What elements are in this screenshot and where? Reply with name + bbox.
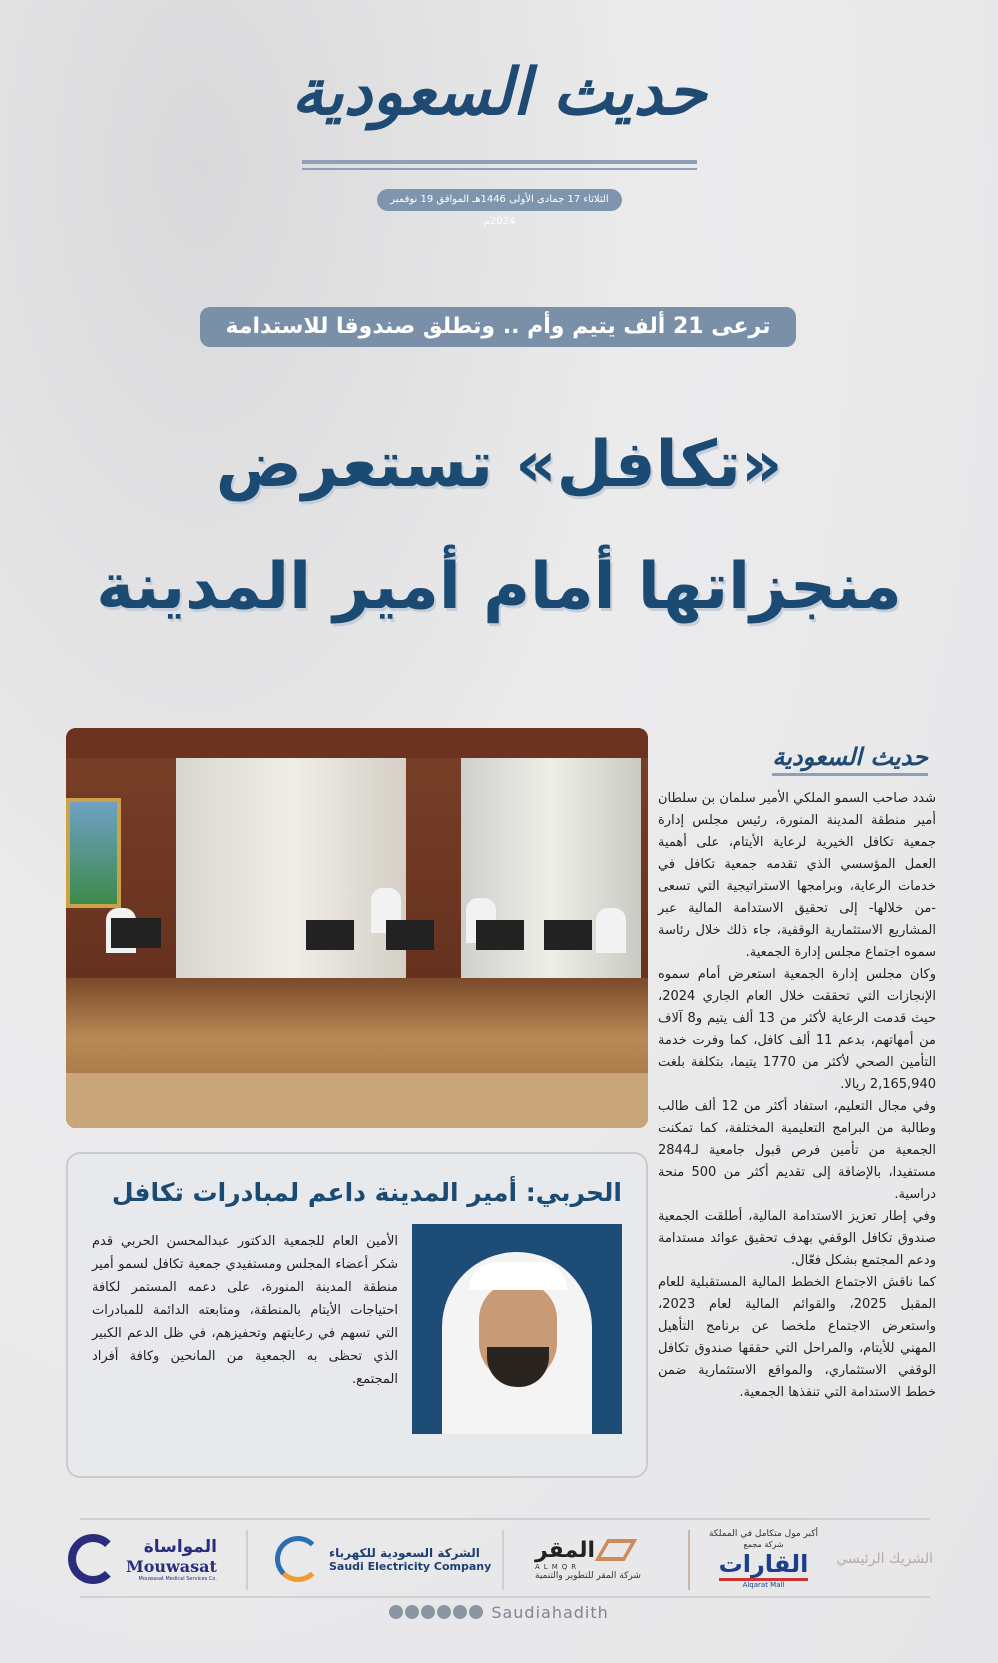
article-paragraph: شدد صاحب السمو الملكي الأمير سلمان بن سلطان أمير منطقة المدينة المنورة، رئيس مجلس إدارة جمعية تكافل الخيرية لرعاية الأيتام، على أهمية العمل المؤسسي الذي تقدمه جمعية تكافل في خدمات الرعاية، وبرامجها الاستراتيجية التي تسعى -من خلالها- إلى تحقيق الاستدامة المالية عبر المشاريع الاستثمارية الوقفية، جاء ذلك خلال رئاسة سموه اجتماع مجلس إدارة الجمعية.	[658, 791, 936, 960]
logo-separator	[688, 1530, 690, 1590]
almqr-logo	[535, 1526, 641, 1592]
mouwasat-logo	[68, 1526, 217, 1592]
mouwasat-en: Mouwasat	[126, 1556, 217, 1576]
sidebox	[66, 1152, 648, 1478]
masthead-title: حديث السعودية	[291, 55, 707, 130]
article-paragraph: وكان مجلس إدارة الجمعية استعرض أمام سموه الإنجازات التي تحققت خلال العام الجاري 2024، حيث قدمت الرعاية لأكثر من 13 ألف يتيم و8 آلاف من أمهاتهم، بدعم 11 ألف كافل، كما وفرت خدمة التأمين الصحي لأكثر من 1770 يتيما، بتكلفة بلغت 2,165,940 ريالا.	[658, 967, 936, 1092]
masthead-divider	[302, 160, 697, 164]
portrait-photo	[412, 1224, 622, 1434]
snapchat-icon[interactable]	[405, 1605, 419, 1619]
youtube-icon[interactable]	[469, 1605, 483, 1619]
date-line: الثلاثاء 17 جمادى الأولى 1446هـ الموافق 19 نوفمبر 2024م	[377, 189, 622, 211]
mini-logo: حديث السعودية	[772, 742, 928, 776]
almqr-en: ALMQR	[535, 1562, 581, 1571]
sidebox-text: الأمين العام للجمعية الدكتور عبدالمحسن الحربي قدم شكر أعضاء المجلس ومستفيدي جمعية تكافل لسمو أمير منطقة المدينة المنورة، على دعمه المستمر لكافة احتياجات الأيتام بالمنطقة، ومتابعته الدائمة للمبادرات التي تسهم في رعايتهم وتحفيزهم، في ظل الدعم الكبير الذي تحظى به الجمعية من المانحين وكافة أفراد المجتمع.	[92, 1233, 398, 1387]
globe-icon[interactable]	[389, 1605, 403, 1619]
article-paragraph: وفي مجال التعليم، استفاد أكثر من 12 ألف طالب وطالبة من البرامج التعليمية المختلفة، كما تمكنت الجمعية من تأمين فرص قبول جامعية لـ2844 مستفيدا، بالإضافة إلى تقديم أكثر من 500 منحة دراسية.	[658, 1099, 937, 1202]
headline-line-1: «تكافل» تستعرض	[215, 428, 783, 502]
meeting-photo	[66, 728, 648, 1128]
social-handle[interactable]: Saudiahadith	[491, 1603, 609, 1622]
mouwasat-ar: المواساة	[143, 1536, 217, 1557]
sec-logo	[275, 1526, 491, 1592]
threads-icon[interactable]	[453, 1605, 467, 1619]
article-paragraph: وفي إطار تعزيز الاستدامة المالية، أطلقت الجمعية صندوق تكافل الوقفي بهدف تحقيق عوائد مستدامة ودعم المجتمع بشكل فعّال.	[658, 1209, 936, 1268]
sec-ar: الشركة السعودية للكهرباء	[329, 1545, 480, 1560]
mouwasat-sub: Mouwasat Medical Services Co.	[138, 1575, 217, 1582]
almqr-mark-icon	[595, 1539, 638, 1561]
article-paragraph: كما ناقش الاجتماع الخطط المالية المستقبلية للعام المقبل 2025، والقوائم المالية لعام 2023، واستعرض الاجتماع ملخصا عن برنامج التأهيل المهني للأيتام، والمراحل التي حققها صندوق تكافل الوقفي الاستثماري، والمواقع الاستثمارية ضمن خطط الاستدامة التي تنفذها الجمعية.	[658, 1275, 936, 1400]
sidebox-title: الحربي: أمير المدينة داعم لمبادرات تكافل	[111, 1178, 622, 1207]
alqarat-en: Alqarat Mall	[742, 1580, 785, 1589]
sec-en: Saudi Electricity Company	[329, 1559, 492, 1573]
alqarat-logo	[709, 1526, 818, 1592]
article-kicker: ترعى 21 ألف يتيم وأم .. وتطلق صندوقا للاستدامة	[200, 307, 796, 347]
alqarat-company: شركة مجمع	[743, 1539, 784, 1549]
masthead-divider	[302, 168, 697, 170]
mouwasat-mark-icon	[68, 1534, 118, 1584]
footer-divider	[80, 1518, 930, 1520]
social-bar	[0, 1603, 998, 1622]
main-partner-label: الشريك الرئيسي	[836, 1551, 933, 1567]
logo-separator	[502, 1530, 504, 1590]
x-icon[interactable]	[421, 1605, 435, 1619]
headline-line-2: منجزاتها أمام أمير المدينة	[96, 549, 902, 624]
footer-divider	[80, 1596, 930, 1598]
almqr-sub: شركة المقر للتطوير والتنمية	[535, 1570, 641, 1581]
logo-separator	[246, 1530, 248, 1590]
sec-mark-icon	[275, 1536, 321, 1582]
alqarat-tagline: أكبر مول متكامل في المملكة	[708, 1528, 818, 1539]
almqr-name: المقر	[535, 1537, 596, 1563]
headline	[20, 405, 978, 648]
alqarat-name: القارات	[719, 1550, 809, 1581]
article-body	[658, 788, 936, 1404]
instagram-icon[interactable]	[437, 1605, 451, 1619]
